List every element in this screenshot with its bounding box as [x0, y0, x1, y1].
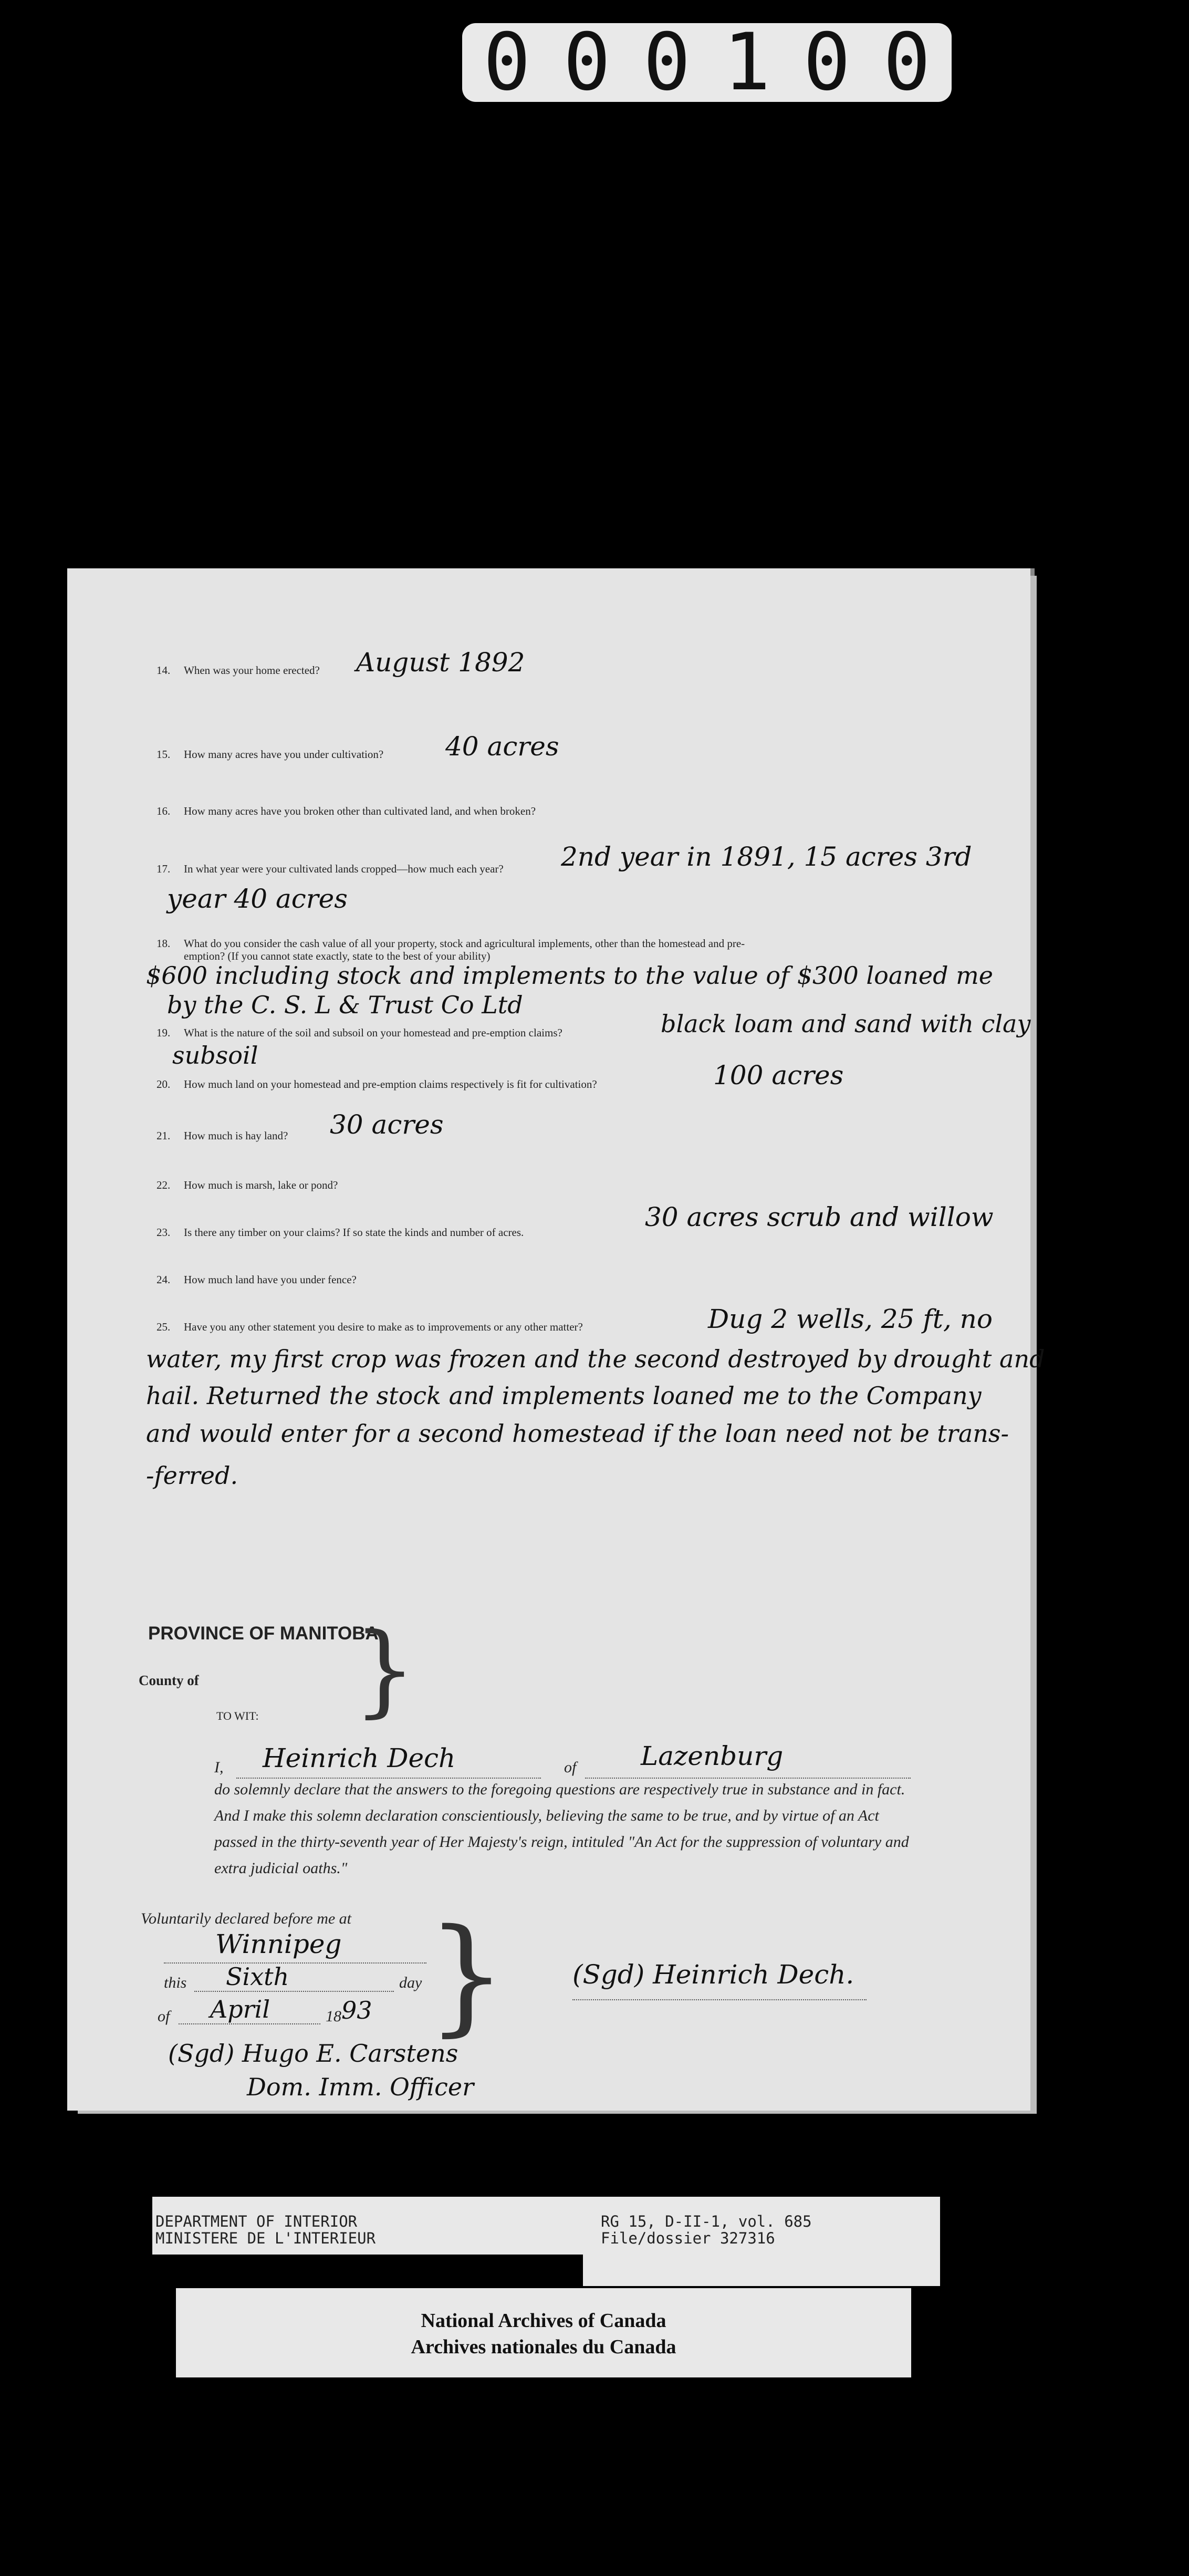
day-value: Sixth	[226, 1962, 289, 1991]
question-15: 15. How many acres have you under cultivation?	[157, 748, 384, 761]
answer-14: August 1892	[356, 647, 525, 678]
month-line	[179, 2023, 320, 2024]
answer-18-line1: $600 including stock and implements to the value of $300 loaned me	[146, 961, 994, 990]
question-21: 21. How much is hay land?	[157, 1129, 288, 1142]
declarant-signature: (Sgd) Heinrich Dech.	[572, 1959, 854, 1990]
nac-english: National Archives of Canada	[421, 2310, 666, 2332]
national-archives-label	[176, 2288, 911, 2377]
question-22: 22. How much is marsh, lake or pond?	[157, 1179, 338, 1191]
answer-25-line3: hail. Returned the stock and implements loaned me to the Company	[146, 1382, 982, 1410]
this-label: this	[164, 1974, 187, 1991]
department-en: DEPARTMENT OF INTERIOR	[155, 2213, 358, 2230]
province-heading: PROVINCE OF MANITOBA.	[148, 1623, 384, 1644]
question-16: 16. How many acres have you broken other than cultivated land, and when broken?	[157, 805, 536, 817]
officer-title: Dom. Imm. Officer	[247, 2073, 474, 2101]
of-label: of	[564, 1759, 577, 1776]
signature-line	[572, 1999, 867, 2000]
file-reference-label	[583, 2197, 940, 2286]
month-value: April	[210, 1995, 270, 2023]
declarant-i-label: I,	[214, 1759, 224, 1776]
officer-signature: (Sgd) Hugo E. Carstens	[168, 2039, 458, 2068]
answer-17-line2: year 40 acres	[167, 884, 348, 914]
question-24: 24. How much land have you under fence?	[157, 1273, 357, 1286]
question-17: 17. In what year were your cultivated lands cropped—how much each year?	[157, 863, 504, 875]
answer-20: 100 acres	[713, 1060, 844, 1090]
question-25: 25. Have you any other statement you desire to make as to improvements or any other matter?	[157, 1321, 583, 1333]
answer-23: 30 acres scrub and willow	[645, 1202, 994, 1232]
declarant-name: Heinrich Dech	[263, 1743, 456, 1773]
of-month-label: of	[158, 2008, 170, 2025]
at-place-line	[164, 1962, 426, 1964]
answer-18-line2: by the C. S. L & Trust Co Ltd	[167, 991, 523, 1019]
answer-19-line2: subsoil	[172, 1041, 258, 1069]
year-prefix: 18	[326, 2008, 341, 2025]
day-line	[194, 1991, 394, 1992]
frame-number: 000100	[462, 23, 952, 102]
file-dossier: File/dossier 327316	[601, 2229, 775, 2247]
record-group: RG 15, D-II-1, vol. 685	[601, 2213, 812, 2230]
brace-mark-2: }	[426, 1902, 507, 2049]
answer-25-line2: water, my first crop was frozen and the second destroyed by drought and	[146, 1345, 1045, 1373]
nac-french: Archives nationales du Canada	[411, 2336, 676, 2358]
day-label: day	[399, 1974, 422, 1991]
question-18-cont: emption? (If you cannot state exactly, state to the best of your ability)	[184, 950, 491, 962]
question-19: 19. What is the nature of the soil and subsoil on your homestead and pre-emption claims?	[157, 1026, 562, 1039]
question-23: 23. Is there any timber on your claims? If so state the kinds and number of acres.	[157, 1226, 524, 1239]
question-20: 20. How much land on your homestead and pre-emption claims respectively is fit for cultivation?	[157, 1078, 597, 1090]
answer-21: 30 acres	[330, 1109, 444, 1140]
answer-19-line1: black loam and sand with clay	[661, 1010, 1031, 1038]
declared-at-place: Winnipeg	[215, 1929, 342, 1959]
declaration-text: do solemnly declare that the answers to the foregoing questions are respectively true in substance and in fact. And I make this solemn declaration conscientiously, believing the same to be true, and by virtue of an Act passed in the thirty-seventh year of Her Majesty's reign, intituled "An Act for the suppression of voluntary and extra judicial oaths."	[214, 1781, 909, 1877]
answer-25-line4: and would enter for a second homestead if the loan need not be trans-	[146, 1419, 1009, 1448]
brace-mark: }	[353, 1612, 416, 1728]
department-label	[152, 2197, 583, 2255]
to-wit-label: TO WIT:	[216, 1709, 259, 1722]
county-label: County of	[139, 1673, 199, 1688]
declared-before-label: Voluntarily declared before me at	[141, 1910, 352, 1927]
answer-17-line1: 2nd year in 1891, 15 acres 3rd	[561, 842, 972, 872]
year-suffix: 93	[341, 1996, 372, 2024]
question-14: 14. When was your home erected?	[157, 664, 320, 677]
answer-15: 40 acres	[445, 731, 559, 762]
declarant-place: Lazenburg	[641, 1741, 784, 1771]
answer-25-line5: -ferred.	[146, 1461, 238, 1490]
department-fr: MINISTERE DE L'INTERIEUR	[155, 2229, 376, 2247]
answer-25-line1: Dug 2 wells, 25 ft, no	[708, 1304, 993, 1334]
question-18: 18. What do you consider the cash value of all your property, stock and agricultural implements, other than the homestead and pre-	[157, 937, 745, 950]
